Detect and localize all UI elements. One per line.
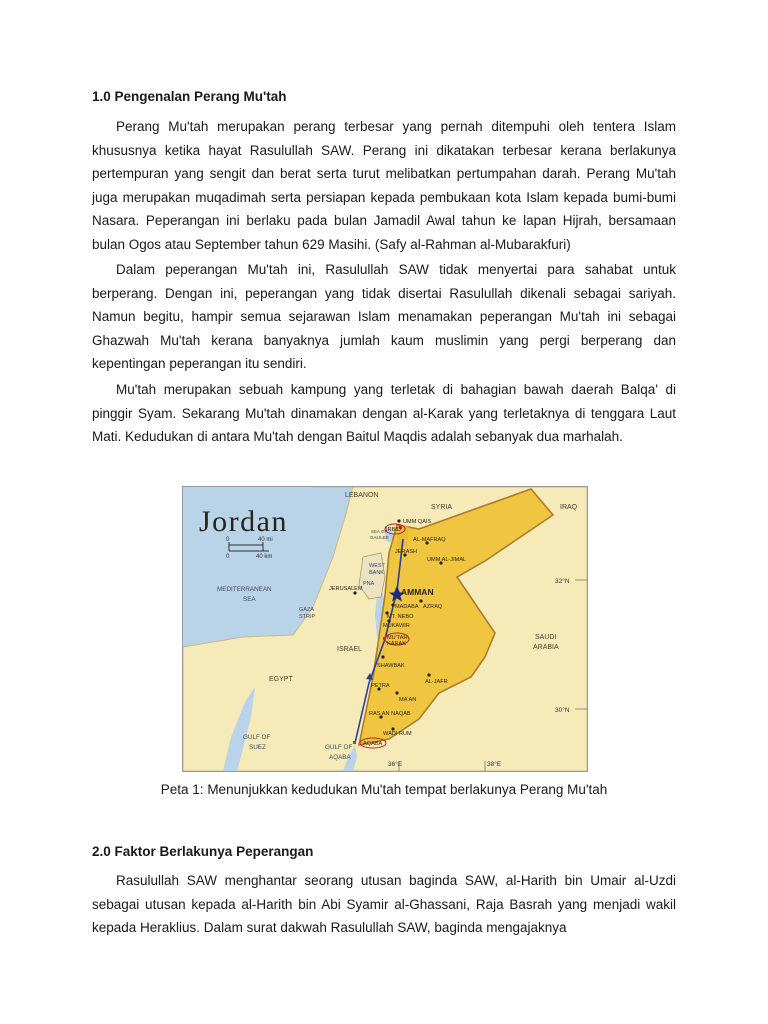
mutah-marker — [383, 637, 386, 640]
scale-mi: 40 mi — [258, 537, 273, 543]
label-petra: PETRA — [371, 683, 390, 689]
label-israel: ISRAEL — [337, 646, 362, 653]
label-aqaba: AQABA — [363, 741, 383, 747]
grid-label-32n: 32°N — [555, 578, 570, 585]
section-1-heading: 1.0 Pengenalan Perang Mu'tah — [92, 89, 287, 104]
label-gulf-aqaba: GULF OF — [325, 744, 353, 751]
label-gulf-aqaba-2: AQABA — [329, 754, 351, 761]
label-iraq: IRAQ — [560, 504, 578, 511]
label-jerusalem: JERUSALEM — [329, 586, 363, 592]
scale-zero-top: 0 — [226, 537, 230, 543]
label-gulf-suez: GULF OF — [243, 734, 271, 741]
label-shawbak: SHAWBAK — [377, 663, 405, 669]
label-arabia: ARABIA — [533, 644, 559, 651]
label-pna: PNA — [363, 581, 375, 587]
scale-km: 40 km — [256, 554, 273, 560]
dot-umm-qais — [397, 519, 400, 522]
label-mukawir: MUKAWIR — [383, 623, 410, 629]
section-2-heading: 2.0 Faktor Berlakunya Peperangan — [92, 844, 314, 859]
label-karak: KARAK — [387, 641, 406, 647]
grid-label-30n: 30°N — [555, 707, 570, 714]
dot-azraq — [419, 599, 422, 602]
label-umm-qais: UMM QAIS — [403, 519, 432, 525]
label-mutah: MU'TAH — [387, 635, 408, 641]
label-syria: SYRIA — [431, 504, 453, 511]
scale-zero-bottom: 0 — [226, 554, 230, 560]
label-saudi: SAUDI — [535, 634, 557, 641]
map-caption: Peta 1: Menunjukkan kedudukan Mu'tah tempat berlakunya Perang Mu'tah — [160, 782, 608, 797]
label-al-jafr: AL-JAFR — [425, 679, 448, 685]
label-gulf-suez-2: SUEZ — [249, 744, 266, 751]
grid-label-38e: 38°E — [487, 761, 502, 768]
label-azraq: AZRAQ — [423, 604, 443, 610]
label-egypt: EGYPT — [269, 676, 293, 683]
map-title: Jordan — [199, 505, 288, 538]
label-bank: BANK — [369, 570, 384, 576]
label-maan: MA'AN — [399, 697, 417, 703]
label-sea: SEA — [243, 596, 256, 603]
section-1-paragraph-1: Perang Mu'tah merupakan perang terbesar yang pernah ditempuhi oleh tentera Islam khususnya ketika hayat Rasulullah SAW. Perang ini dikatakan terbesar kerana berlakunya pertempuran yang sengit dan berat serta turut melibatkan pertumpahan darah. Perang Mu'tah juga merupakan muqadimah serta persiapan kepada pembukaan kota Islam kepada bumi-bumi Nasara. Peperangan ini berlaku pada bulan Jamadil Awal tahun ke lapan Hijrah, bersamaan bulan Ogos atau September tahun 629 Masihi. (Safy al-Rahman al-Mubarakfuri) — [92, 119, 676, 252]
aqaba-marker — [353, 741, 356, 744]
label-jerash: JERASH — [395, 549, 418, 555]
dot-shawbak — [381, 655, 384, 658]
label-lebanon: LEBANON — [345, 492, 379, 499]
label-madaba: MADABA — [395, 604, 419, 610]
label-amman: AMMAN — [401, 587, 434, 597]
section-1-paragraph-2: Dalam peperangan Mu'tah ini, Rasulullah SAW tidak menyertai para sahabat untuk berperang. Dengan ini, peperangan yang tidak disertai Rasulullah dikenali sebagai sariyah. Namun begitu, hampir semua sejarawan Islam menamakan peperangan Mu'tah ini sebagai Ghazwah Mu'tah kerana banyaknya jumlah kaum muslimin yang pergi berperang dan kepentingan peperangan itu sendiri. — [92, 262, 676, 372]
grid-label-36e: 36°E — [388, 761, 403, 768]
label-strip: STRIP — [299, 614, 316, 620]
label-sea-galilee-2: GALILEE — [370, 535, 389, 540]
label-al-mafraq: AL-MAFRAQ — [413, 537, 446, 543]
label-umm-al-jimal: UMM AL-JIMAL — [427, 557, 467, 563]
label-gaza: GAZA — [299, 607, 314, 613]
section-2-paragraph-1: Rasulullah SAW menghantar seorang utusan baginda SAW, al-Harith bin Umair al-Uzdi sebagai utusan kepada al-Harith bin Abi Syamir al-Ghassani, Raja Basrah yang menjadi wakil kepada Heraklius. Dalam surat dakwah Rasulullah SAW, baginda mengajaknya — [92, 873, 676, 936]
label-irbid: IRBID — [386, 527, 401, 533]
label-west: WEST — [369, 563, 385, 569]
label-wadi-rum: WADI RUM — [383, 731, 412, 737]
label-mt-nebo: MT. NEBO — [387, 614, 414, 620]
label-sea-galilee: SEA OF — [371, 529, 388, 534]
section-1-paragraph-3: Mu'tah merupakan sebuah kampung yang terletak di bahagian bawah daerah Balqa' di pinggir Syam. Sekarang Mu'tah dinamakan dengan al-Karak yang terletaknya di tenggara Laut Mati. Kedudukan di antara Mu'tah dengan Baitul Maqdis adalah sebanyak dua marhalah. — [92, 382, 676, 445]
label-ras-an-naqab: RAS AN NAQAB — [369, 711, 411, 717]
label-mediterranean: MEDITERRANEAN — [217, 586, 272, 593]
jordan-map — [182, 486, 588, 772]
dot-maan — [395, 691, 398, 694]
dot-al-jafr — [427, 673, 430, 676]
